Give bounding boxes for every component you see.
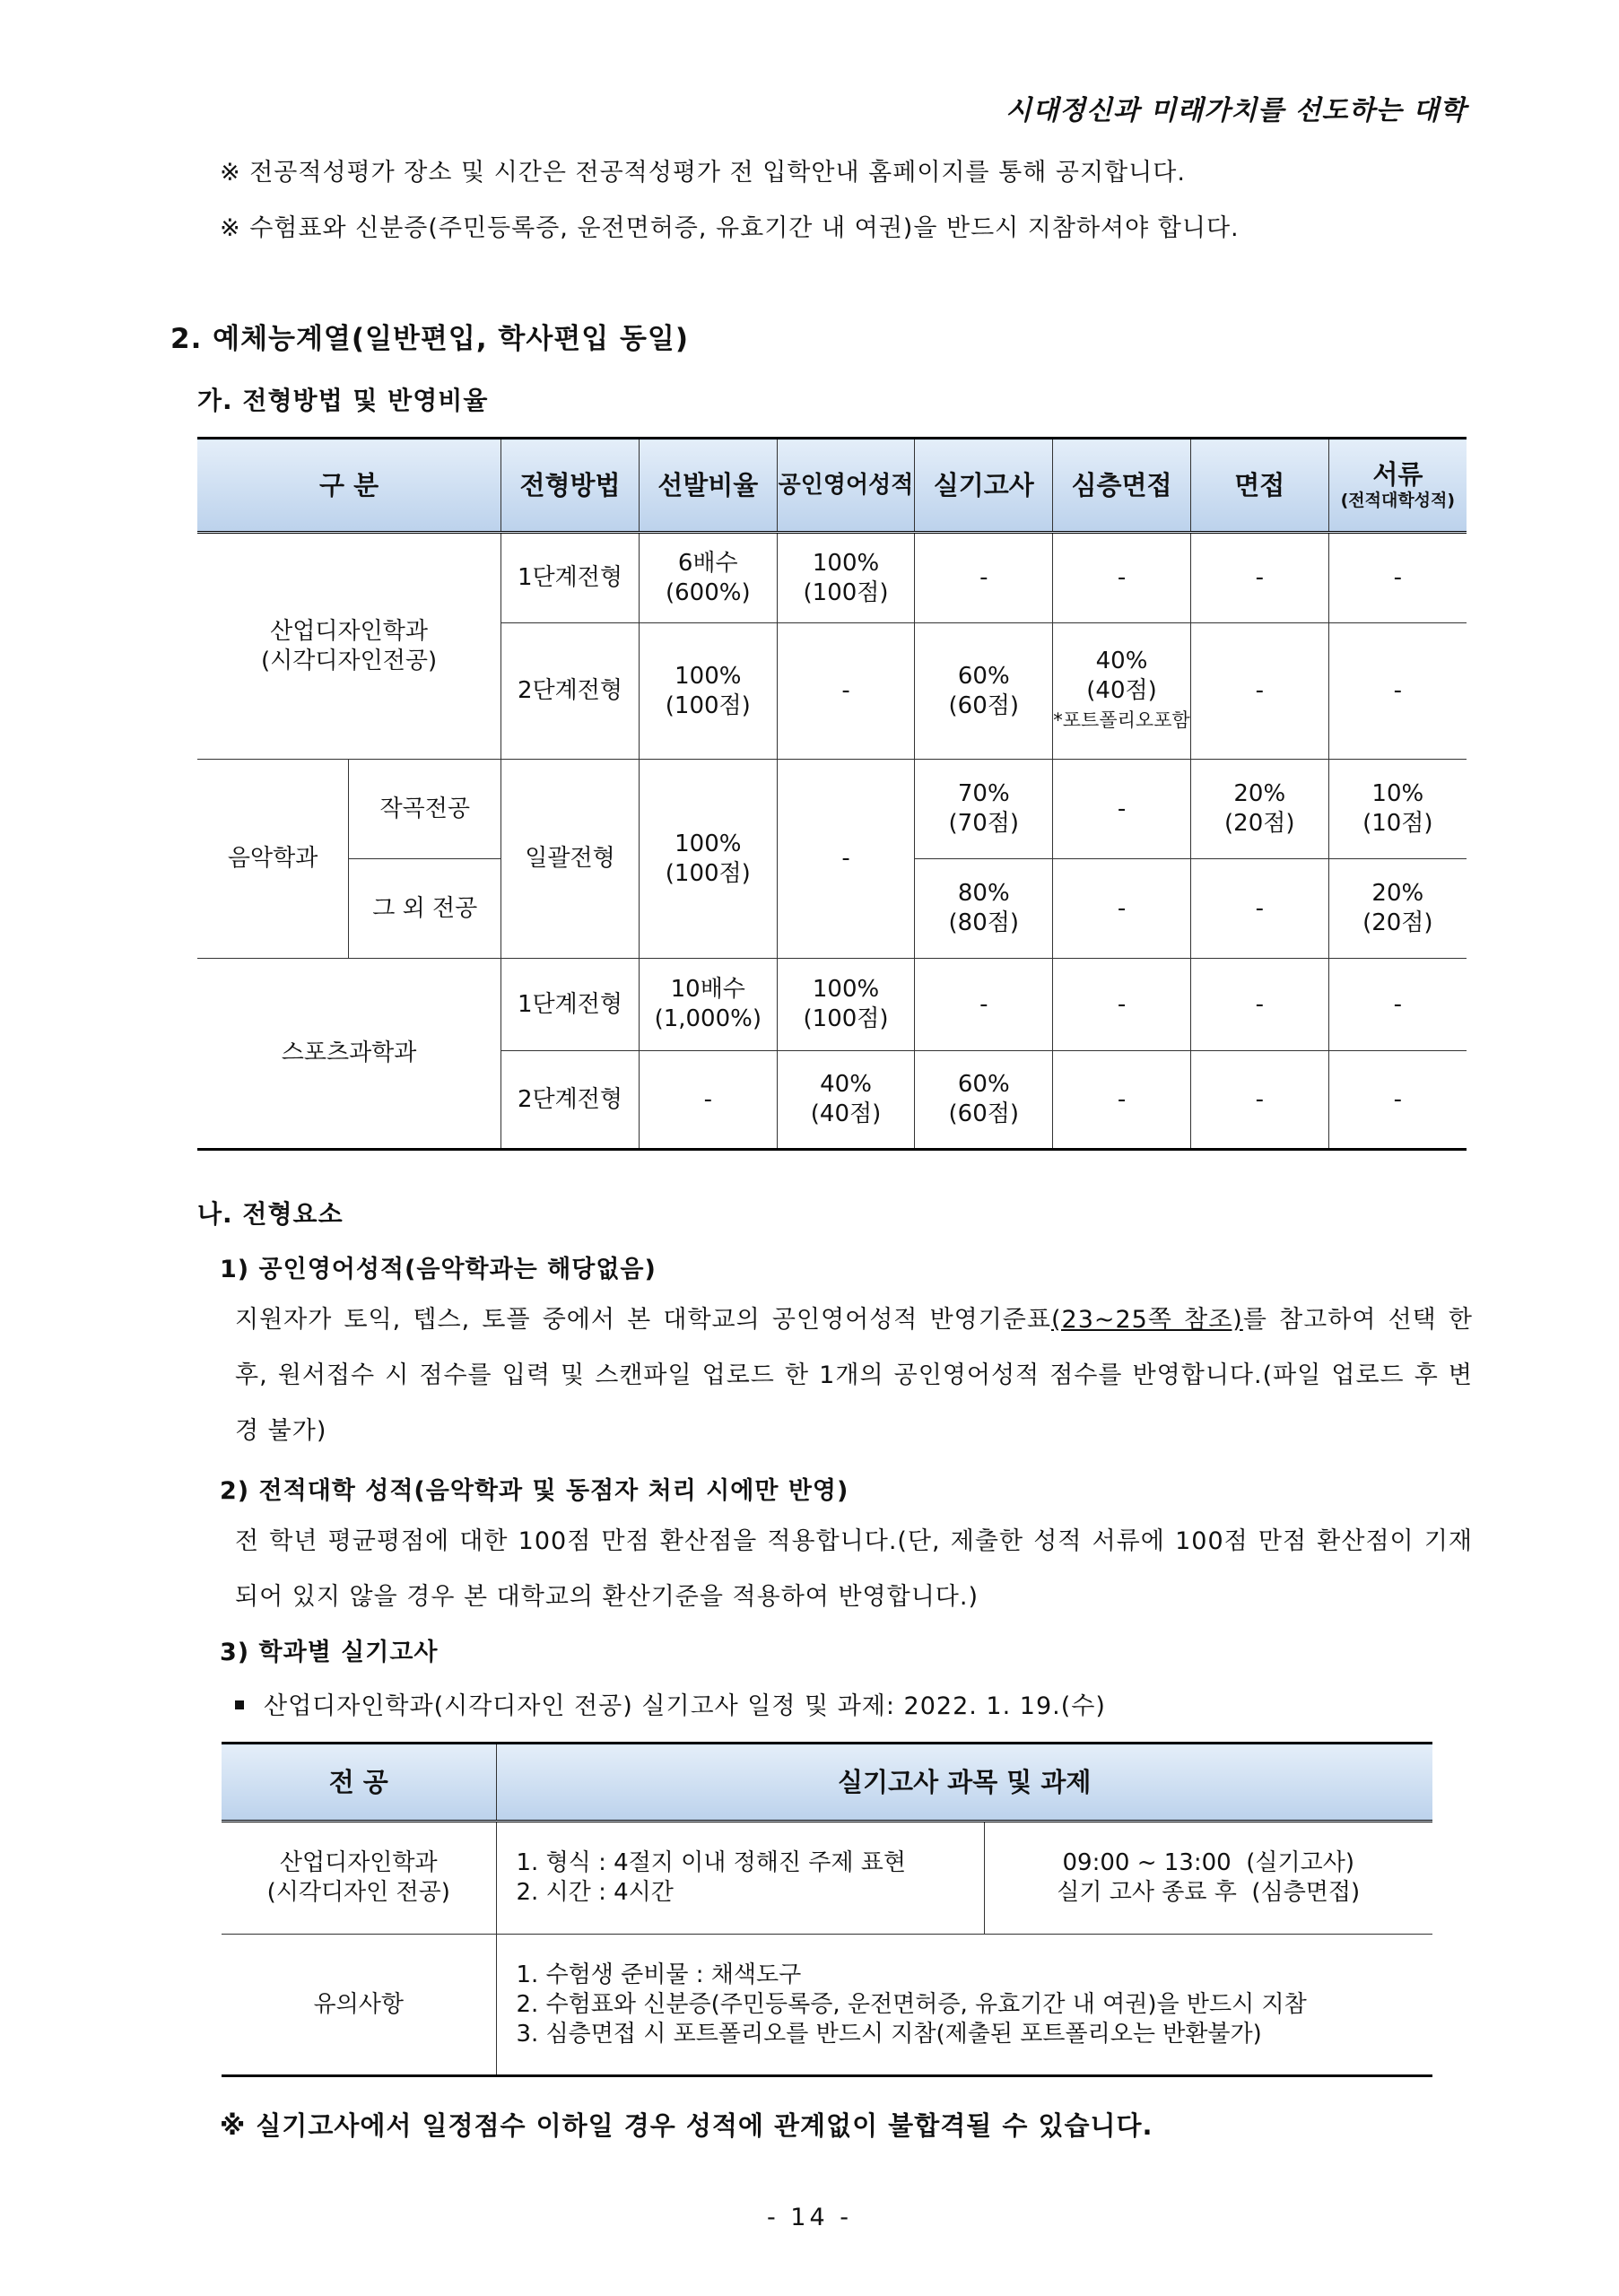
page-number: - 14 - (766, 2204, 852, 2231)
table-row (222, 1822, 1432, 1935)
table-header-row (222, 1744, 1432, 1822)
header-meeting: 면접 (1190, 439, 1328, 533)
major-composition: 작곡전공 (349, 760, 501, 859)
item2-paragraph: 전 학년 평균평점에 대한 100점 만점 환산점을 적용합니다.(단, 제출한 성적 서류에 100점 만점 환산점이 기재되어 있지 않을 경우 본 대학교의 환산기준을 적용하여 반영합니다.) (235, 1527, 1473, 1611)
header-english: 공인영어성적 (777, 439, 915, 533)
cell-major: 산업디자인학과 (시각디자인 전공) (222, 1822, 496, 1935)
header-slogan: 시대정신과 미래가치를 선도하는 대학 (1005, 95, 1467, 126)
item1-title: 1) 공인영어성적(음악학과는 해당없음) (220, 1256, 657, 1283)
selection-method-table (197, 437, 1467, 1151)
header-selection: 선발비율 (639, 439, 777, 533)
major-others: 그 외 전공 (349, 859, 501, 959)
dept-sports: 스포츠과학과 (197, 959, 501, 1150)
cell-notice-label: 유의사항 (222, 1935, 496, 2076)
header-practical: 실기고사 (915, 439, 1053, 533)
cell-practical: - (915, 533, 1053, 623)
cell-selection: 100% (100점) (639, 623, 777, 760)
table-row (222, 1935, 1432, 2076)
cell-meeting: 20% (20점) (1190, 760, 1328, 859)
item3-bullet: 산업디자인학과(시각디자인 전공) 실기고사 일정 및 과제: 2022. 1. 19.(수) (235, 1686, 1106, 1721)
table-row (197, 533, 1467, 623)
dept-music: 음악학과 (197, 760, 349, 959)
cell-method: 1단계전형 (501, 959, 640, 1051)
practical-exam-table (222, 1742, 1432, 2077)
section-title: 2. 예체능계열(일반편입, 학사편입 동일) (170, 323, 690, 355)
cell-interview: - (1053, 533, 1191, 623)
cell-method: 1단계전형 (501, 533, 640, 623)
header-subject: 실기고사 과목 및 과제 (496, 1744, 1432, 1822)
cell-docs: - (1328, 959, 1467, 1051)
cell-practical: 60% (60점) (915, 1051, 1053, 1150)
cell-method: 2단계전형 (501, 1051, 640, 1150)
cell-meeting: - (1190, 959, 1328, 1051)
header-interview: 심층면접 (1053, 439, 1191, 533)
cell-selection: - (639, 1051, 777, 1150)
cell-english: - (777, 623, 915, 760)
notice-line-1: ※ 전공적성평가 장소 및 시간은 전공적성평가 전 입학안내 홈페이지를 통해 공지합니다. (220, 159, 1186, 187)
cell-english: 100% (100점) (777, 959, 915, 1051)
item3-title: 3) 학과별 실기고사 (220, 1639, 439, 1666)
page-reference: (23~25쪽 참조) (1050, 1306, 1243, 1334)
notice-line-2: ※ 수험표와 신분증(주민등록증, 운전면허증, 유효기간 내 여권)을 반드시 지참하셔야 합니다. (220, 214, 1240, 242)
header-docs-sub: (전적대학성적) (1340, 490, 1456, 510)
cell-meeting: - (1190, 859, 1328, 959)
cell-meeting: - (1190, 1051, 1328, 1150)
item2-title: 2) 전적대학 성적(음악학과 및 동점자 처리 시에만 반영) (220, 1477, 849, 1505)
cell-selection: 10배수 (1,000%) (639, 959, 777, 1051)
table-row (197, 959, 1467, 1051)
cell-interview: - (1053, 760, 1191, 859)
subsection-title-ga: 가. 전형방법 및 반영비율 (197, 386, 489, 415)
cell-method: 2단계전형 (501, 623, 640, 760)
square-bullet-icon (235, 1700, 244, 1709)
cell-docs: - (1328, 623, 1467, 760)
cell-meeting: - (1190, 623, 1328, 760)
header-method: 전형방법 (501, 439, 640, 533)
dept-industrial-design: 산업디자인학과 (시각디자인전공) (197, 533, 501, 760)
cell-interview: - (1053, 1051, 1191, 1150)
cell-docs: - (1328, 533, 1467, 623)
cell-schedule: 09:00 ~ 13:00 (실기고사) 실기 고사 종료 후 (심층면접) (984, 1822, 1432, 1935)
header-docs-label: 서류 (1372, 458, 1423, 490)
header-major: 전 공 (222, 1744, 496, 1822)
cell-english: 100% (100점) (777, 533, 915, 623)
cell-practical: - (915, 959, 1053, 1051)
table-header-row (197, 439, 1467, 533)
subsection-title-na: 나. 전형요소 (197, 1199, 344, 1229)
cell-docs: 20% (20점) (1328, 859, 1467, 959)
header-docs (1328, 439, 1467, 533)
cell-method: 일괄전형 (501, 760, 640, 959)
cell-practical: 60% (60점) (915, 623, 1053, 760)
cell-english: 40% (40점) (777, 1051, 915, 1150)
cell-meeting: - (1190, 533, 1328, 623)
header-gubun: 구 분 (197, 439, 501, 533)
table-row (197, 760, 1467, 859)
cell-practical: 80% (80점) (915, 859, 1053, 959)
cell-docs: 10% (10점) (1328, 760, 1467, 859)
cell-docs: - (1328, 1051, 1467, 1150)
cell-selection: 100% (100점) (639, 760, 777, 959)
final-warning-note: ※ 실기고사에서 일정점수 이하일 경우 성적에 관계없이 불합격될 수 있습니다. (220, 2110, 1153, 2141)
cell-practical: 70% (70점) (915, 760, 1053, 859)
cell-task: 1. 형식 : 4절지 이내 정해진 주제 표현 2. 시간 : 4시간 (496, 1822, 984, 1935)
cell-selection: 6배수 (600%) (639, 533, 777, 623)
cell-interview: 40% (40점) *포트폴리오포함 (1053, 623, 1191, 760)
cell-interview: - (1053, 959, 1191, 1051)
cell-notice-items: 1. 수험생 준비물 : 채색도구 2. 수험표와 신분증(주민등록증, 운전면허증, 유효기간 내 여권)을 반드시 지참 3. 심층면접 시 포트폴리오를 반드시 지참(제출된 포트폴리오는 반환불가) (496, 1935, 1432, 2076)
item1-paragraph: 지원자가 토익, 텝스, 토플 중에서 본 대학교의 공인영어성적 반영기준표(23~25쪽 참조)를 참고하여 선택 한 후, 원서접수 시 점수를 입력 및 스캔파일 업로드 한 1개의 공인영어성적 점수를 반영합니다.(파일 업로드 후 변경 불가) (235, 1306, 1474, 1445)
cell-english: - (777, 760, 915, 959)
cell-interview: - (1053, 859, 1191, 959)
